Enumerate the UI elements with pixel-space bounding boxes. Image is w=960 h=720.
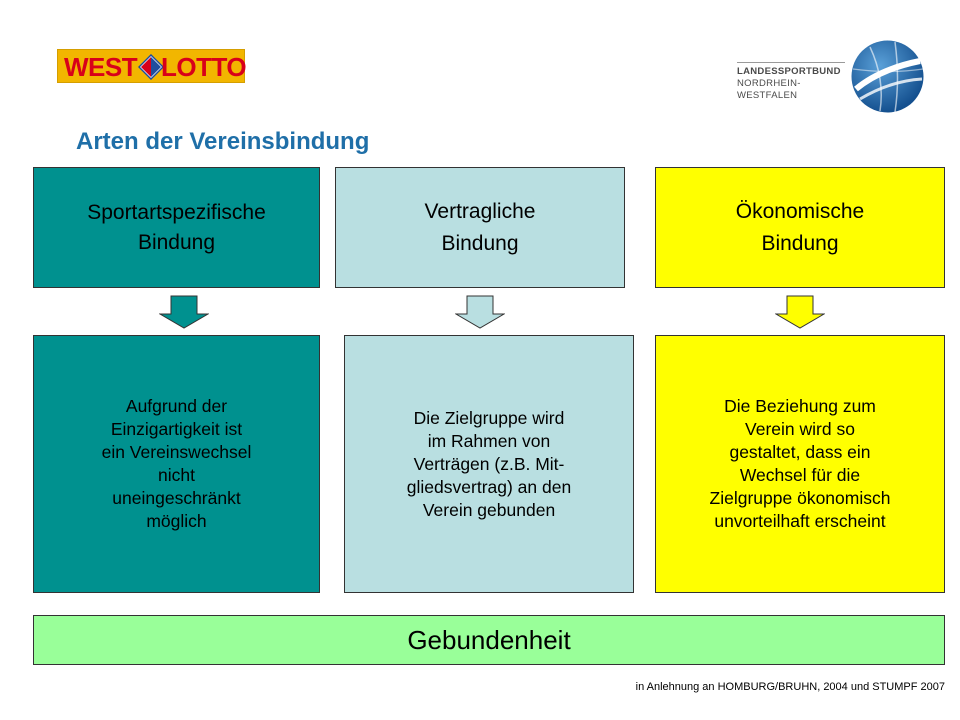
box-heading-line: Sportartspezifische (87, 200, 266, 224)
description-line: gliedsvertrag) an den (406, 476, 572, 497)
westlotto-logo-part2: LOTTO (161, 52, 247, 82)
description-line: nicht (158, 465, 195, 485)
box-heading-line: Bindung (441, 231, 519, 255)
lsb-divider (737, 62, 845, 63)
westlotto-logo (57, 49, 245, 83)
source-citation: in Anlehnung an HOMBURG/BRUHN, 2004 und STUMPF 2007 (635, 681, 945, 693)
description-line: Wechsel für die (739, 465, 861, 485)
arrow-down-icon (455, 295, 505, 329)
description-line: ein Vereinswechsel (101, 442, 252, 462)
description-line: Verein gebunden (422, 499, 556, 520)
page-title: Arten der Vereinsbindung (76, 128, 370, 155)
lsb-globe-icon (850, 39, 925, 114)
westlotto-logo-part1: WEST (64, 52, 138, 82)
lsb-line1: LANDESSPORTBUND (737, 66, 841, 77)
lsb-logo-text (737, 66, 847, 102)
description-line: Verträgen (z.B. Mit- (413, 453, 565, 474)
description-line: uneingeschränkt (112, 488, 241, 508)
box-description-vertraglich (344, 335, 634, 593)
lsb-line2: NORDRHEIN-WESTFALEN (737, 78, 801, 101)
description-line: Zielgruppe ökonomisch (709, 488, 891, 508)
box-sportartspezifische-bindung (33, 167, 320, 288)
box-gebundenheit: Gebundenheit (33, 615, 945, 665)
description-line: Einzigartigkeit ist (110, 419, 243, 439)
box-heading-line: Vertragliche (424, 199, 536, 223)
box-description-sportartspezifisch (33, 335, 320, 593)
description-line: Aufgrund der (125, 396, 228, 416)
description-line: Verein wird so (745, 419, 855, 439)
description-line: im Rahmen von (427, 430, 551, 451)
box-vertragliche-bindung (335, 167, 625, 288)
description-line: gestaltet, dass ein (729, 442, 871, 462)
box-description-oekonomisch (655, 335, 945, 593)
box-heading-line: Bindung (137, 230, 216, 254)
arrow-down-icon (159, 295, 209, 329)
box-oekonomische-bindung (655, 167, 945, 288)
description-line: unvorteilhaft erscheint (714, 511, 886, 531)
box-heading-line: Ökonomische (735, 199, 865, 223)
description-line: möglich (146, 511, 207, 531)
arrow-down-icon (775, 295, 825, 329)
description-line: Die Beziehung zum (724, 396, 876, 416)
description-line: Die Zielgruppe wird (413, 407, 565, 428)
box-heading-line: Bindung (761, 231, 839, 255)
